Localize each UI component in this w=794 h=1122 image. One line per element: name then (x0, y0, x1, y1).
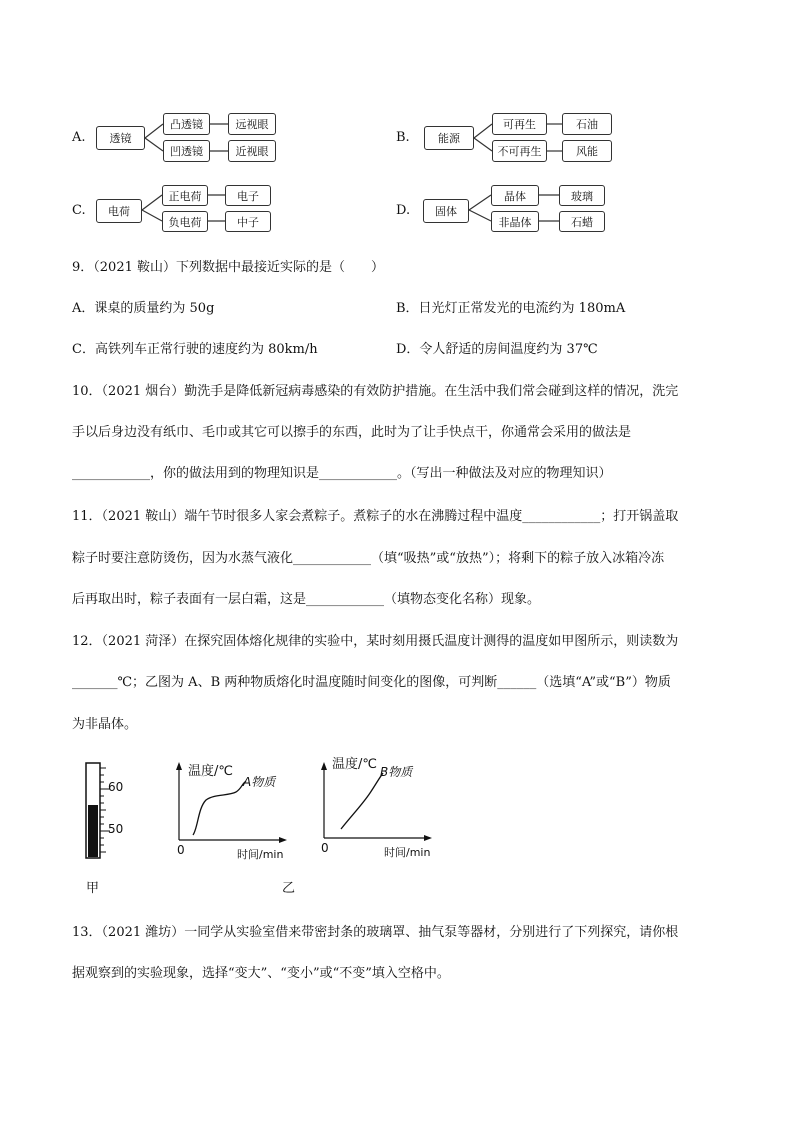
option-b-label: B. (396, 130, 410, 145)
q10-line-1: 10．（2021 烟台）勤洗手是降低新冠病毒感染的有效防护措施。在生活中我们常会碰到这样的情况，洗完 (72, 384, 679, 399)
q13-line-2: 据观察到的实验现象，选择“变大”、“变小”或“不变”填入空格中。 (72, 966, 450, 981)
q12-line-1: 12．（2021 菏泽）在探究固体熔化规律的实验中，某时刻用摄氏温度计测得的温度如甲图所示，则读数为 (72, 634, 679, 649)
q12-line-2: _______℃；乙图为 A、B 两种物质熔化时温度随时间变化的图像，可判断______（选填“A”或“B”）物质 (72, 675, 671, 690)
figure-label-jia: 甲 (86, 881, 100, 896)
graph-a-origin: 0 (177, 843, 185, 857)
figure-label-yi: 乙 (282, 881, 296, 896)
diagram-root-node: 电荷 (96, 199, 142, 223)
diagram-leaf-node: 石油 (562, 113, 612, 135)
diagram-leaf-node: 玻璃 (559, 185, 605, 206)
thermometer (86, 763, 110, 858)
graph-b-axes (321, 762, 432, 841)
q13-line-1: 13．（2021 潍坊）一同学从实验室借来带密封条的玻璃罩、抽气泵等器材，分别进行了下列探究，请你根 (72, 925, 679, 940)
q11-line-3: 后再取出时，粽子表面有一层白霜，这是____________（填物态变化名称）现象。 (72, 592, 541, 607)
diagram-root-node: 能源 (424, 126, 474, 150)
thermometer-scale-60: 60 (108, 780, 124, 794)
diagram-leaf-node: 石蜡 (559, 211, 605, 232)
q9-stem: 9．（2021 鞍山）下列数据中最接近实际的是（ ） (72, 260, 384, 275)
option-a-label: A. (72, 130, 86, 145)
q9-option-b: B．日光灯正常发光的电流约为 180mA (396, 301, 626, 316)
diagram-branch-node: 凹透镜 (163, 140, 210, 162)
q11-line-2: 粽子时要注意防烫伤，因为水蒸气液化____________（填“吸热”或“放热”）；将剩下的粽子放入冰箱冷冻 (72, 551, 665, 566)
graph-b-xlabel: 时间/min (384, 846, 431, 859)
diagram-leaf-node: 近视眼 (228, 140, 276, 162)
q10-line-3: ____________，你的做法用到的物理知识是____________。（写出一种做法及对应的物理知识） (72, 466, 612, 481)
diagram-leaf-node: 电子 (225, 185, 271, 206)
diagram-branch-node: 正电荷 (162, 185, 208, 206)
diagram-branch-node: 负电荷 (162, 211, 208, 232)
thermometer-scale-50: 50 (108, 822, 124, 836)
diagram-root-node: 固体 (423, 199, 469, 223)
graph-a-ylabel: 温度/℃ (188, 764, 233, 779)
q9-option-d: D．令人舒适的房间温度约为 37℃ (396, 342, 598, 357)
diagram-leaf-node: 中子 (225, 211, 271, 232)
graph-a-curve (193, 781, 246, 835)
diagram-root-node: 透镜 (96, 126, 145, 150)
diagram-branch-node: 可再生 (492, 113, 547, 135)
diagram-branch-node: 非晶体 (491, 211, 539, 232)
q12-line-3: 为非晶体。 (72, 717, 138, 732)
graph-b-origin: 0 (321, 841, 329, 855)
diagram-branch-node: 不可再生 (492, 140, 547, 162)
graph-a-curve-label: A物质 (243, 775, 276, 789)
graph-b-curve (341, 773, 383, 829)
diagram-leaf-node: 远视眼 (228, 113, 276, 135)
diagram-branch-node: 晶体 (491, 185, 539, 206)
diagram-branch-node: 凸透镜 (163, 113, 210, 135)
option-d-label: D. (396, 203, 411, 218)
graph-a-xlabel: 时间/min (237, 848, 284, 861)
option-c-label: C. (72, 203, 86, 218)
q9-option-c: C．高铁列车正常行驶的速度约为 80km/h (72, 342, 318, 357)
q9-option-a: A．课桌的质量约为 50g (72, 301, 215, 316)
q11-line-1: 11．（2021 鞍山）端午节时很多人家会煮粽子。煮粽子的水在沸腾过程中温度____________；打开锅盖取 (72, 509, 679, 524)
diagram-leaf-node: 风能 (562, 140, 612, 162)
graph-b-ylabel: 温度/℃ (332, 757, 377, 772)
graph-b-curve-label: B物质 (380, 765, 413, 779)
q10-line-2: 手以后身边没有纸巾、毛巾或其它可以擦手的东西，此时为了让手快点干，你通常会采用的做法是 (72, 425, 632, 440)
